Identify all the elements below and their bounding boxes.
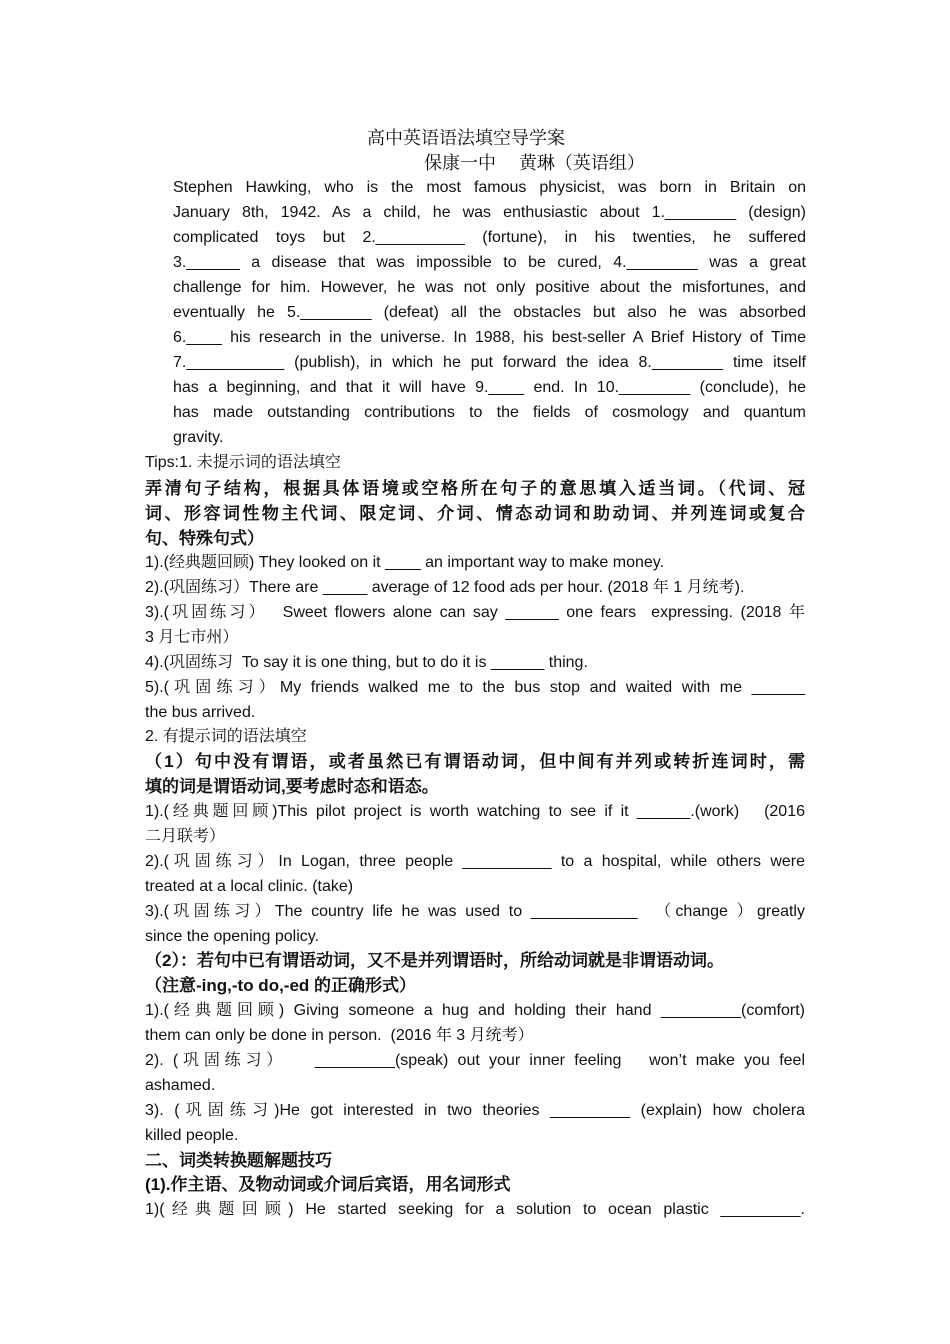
tips-heading: Tips:1. 未提示词的语法填空 xyxy=(145,454,341,471)
exercise-line: 5).(巩固练习）My friends walked me to the bus stop and waited with me ______ xyxy=(145,679,805,696)
rule-line: 填的词是谓语动词,要考虑时态和语态。 xyxy=(145,777,439,796)
passage-line: Stephen Hawking, who is the most famous physicist, was born in Britain on xyxy=(173,179,806,196)
rule-line: （注意-ing,-to do,-ed 的正确形式） xyxy=(145,976,417,995)
part-2-exercise: 1)(经典题回顾) He started seeking for a solution to ocean plastic _________. xyxy=(145,1201,805,1218)
part-2-rule: (1).作主语、及物动词或介词后宾语，用名词形式 xyxy=(145,1175,511,1194)
rule-line: （1）句中没有谓语，或者虽然已有谓语动词，但中间有并列或转折连词时，需 xyxy=(145,752,805,771)
rule-line: 弄清句子结构，根据具体语境或空格所在句子的意思填入适当词。（代词、冠 xyxy=(145,479,805,498)
exercise-line: treated at a local clinic. (take) xyxy=(145,878,354,895)
exercise-line: 1).(经典题回顾) They looked on it ____ an important way to make money. xyxy=(145,554,665,571)
passage-line: 3.______ a disease that was impossible to be cured, 4.________ was a great xyxy=(173,254,806,271)
exercise-line: killed people. xyxy=(145,1127,239,1144)
passage-line: complicated toys but 2.__________ (fortune), in his twenties, he suffered xyxy=(173,229,806,246)
exercise-line: since the opening policy. xyxy=(145,928,320,945)
exercise-line: 2).(巩固练习）In Logan, three people __________ to a hospital, while others were xyxy=(145,853,805,870)
passage-line: 6.____ his research in the universe. In 1988, his best-seller A Brief History of Time xyxy=(173,329,806,346)
author-line: 保康一中 黄琳（英语组） xyxy=(424,153,645,174)
exercise-line: 3).(巩固练习）The country life he was used to ____________ （change ）greatly xyxy=(145,903,805,920)
exercise-line: 二月联考） xyxy=(145,828,226,845)
exercise-line: the bus arrived. xyxy=(145,704,256,721)
rule-line: 词、形容词性物主代词、限定词、介词、情态动词和助动词、并列连词或复合 xyxy=(145,504,805,523)
exercise-line: 1).(经典题回顾)This pilot project is worth watching to see if it ______.(work) (2016 xyxy=(145,803,805,820)
exercise-line: 2).(巩固练习）There are _____ average of 12 food ads per hour. (2018 年 1 月统考). xyxy=(145,579,745,596)
exercise-line: 4).(巩固练习 To say it is one thing, but to do it is ______ thing. xyxy=(145,654,588,671)
exercise-line: 3). (巩固练习)He got interested in two theories _________ (explain) how cholera xyxy=(145,1102,805,1119)
part-2-heading: 二、词类转换题解题技巧 xyxy=(145,1151,332,1170)
passage-line: 7.___________ (publish), in which he put forward the idea 8.________ time itself xyxy=(173,354,806,371)
exercise-line: 3).(巩固练习） Sweet flowers alone can say ______ one fears expressing. (2018 年 xyxy=(145,604,805,621)
rule-line: （2）：若句中已有谓语动词，又不是并列谓语时，所给动词就是非谓语动词。 xyxy=(145,951,724,970)
passage-line: has a beginning, and that it will have 9.____ end. In 10.________ (conclude), he xyxy=(173,379,806,396)
exercise-line: 2). (巩固练习） _________(speak) out your inner feeling won’t make you feel xyxy=(145,1052,805,1069)
passage-line: gravity. xyxy=(173,429,224,446)
section-2-heading: 2. 有提示词的语法填空 xyxy=(145,728,307,745)
exercise-line: 1).(经典题回顾) Giving someone a hug and holding their hand _________(comfort) xyxy=(145,1002,805,1019)
document-title: 高中英语语法填空导学案 xyxy=(367,128,565,149)
passage-line: January 8th, 1942. As a child, he was enthusiastic about 1.________ (design) xyxy=(173,204,806,221)
rule-line: 句、特殊句式） xyxy=(145,529,264,548)
passage-line: challenge for him. However, he was not only positive about the misfortunes, and xyxy=(173,279,806,296)
passage-line: has made outstanding contributions to the fields of cosmology and quantum xyxy=(173,404,806,421)
exercise-line: 3 月七市州） xyxy=(145,629,239,646)
exercise-line: them can only be done in person. (2016 年 3 月统考） xyxy=(145,1027,534,1044)
exercise-line: ashamed. xyxy=(145,1077,216,1094)
passage-line: eventually he 5.________ (defeat) all the obstacles but also he was absorbed xyxy=(173,304,806,321)
